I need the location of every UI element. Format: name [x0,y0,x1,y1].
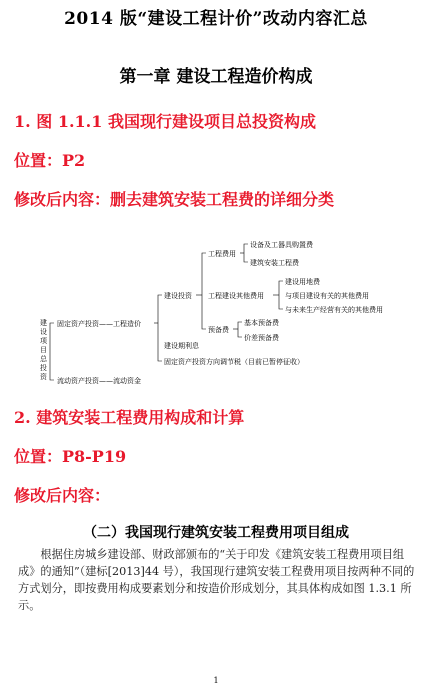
document-title: 2014 版“建设工程计价”改动内容汇总 [64,9,368,29]
tree-construction-invest: 建设投资 [164,292,192,300]
construction-bracket [202,253,206,329]
tree-root-char: 资 [40,373,47,381]
tree-equipment: 设备及工器具购置费 [250,241,313,249]
root-bracket [50,323,54,380]
tree-install: 建筑安装工程费 [250,259,299,267]
chapter-heading: 第一章 建设工程造价构成 [119,67,313,87]
section-2-heading: 2. 建筑安装工程费用构成和计算 [14,408,245,427]
tree-root-char: 设 [40,328,47,336]
page-number: 1 [213,676,219,685]
section-1-heading: 1. 图 1.1.1 我国现行建设项目总投资构成 [14,112,316,131]
tree-construction-related: 与项目建设有关的其他费用 [285,292,369,300]
tree-engineering-fee: 工程费用 [208,250,236,258]
tree-adjust-tax: 固定资产投资方向调节税（目前已暂停征收） [164,358,304,366]
tree-operation-related: 与未来生产经营有关的其他费用 [285,306,383,314]
section-1-change: 修改后内容：删去建筑安装工程费的详细分类 [14,190,335,209]
tree-root-char: 投 [40,364,47,372]
tree-root-char: 总 [40,355,47,363]
tree-reserve: 预备费 [208,326,229,334]
tree-root-char: 建 [40,319,47,327]
section-1-location: 位置：P2 [14,151,86,170]
reserve-bracket [238,322,242,337]
subheading: （二）我国现行建筑安装工程费用项目组成 [83,525,349,541]
tree-land: 建设用地费 [285,278,320,286]
section-2-change: 修改后内容： [14,486,111,505]
tree-flow: 流动资产投资——流动资金 [57,377,141,385]
tree-root-char: 目 [40,346,47,354]
tree-other-fee: 工程建设其他费用 [208,292,264,300]
body-paragraph: 根据住房城乡建设部、财政部颁布的“关于印发《建筑安装工程费用项目组成》的通知”（建标[2013]44 号），我国现行建筑安装工程费用项目按两种不同的方式划分，即按费用构成要素划分和按造价形成划分，其具体构成如图 1.3.1 所示。 [18,548,415,612]
section-2-location: 位置：P8-P19 [14,447,127,466]
engineering-bracket [244,244,248,262]
tree-root-char: 项 [40,337,47,345]
other-fee-bracket [279,281,283,309]
tree-fixed: 固定资产投资——工程造价 [57,320,141,328]
tree-interest: 建设期利息 [164,342,199,350]
investment-structure-diagram [30,233,425,393]
tree-price-reserve: 价差预备费 [244,334,279,342]
tree-basic-reserve: 基本预备费 [244,319,279,327]
fixed-bracket [158,295,162,361]
